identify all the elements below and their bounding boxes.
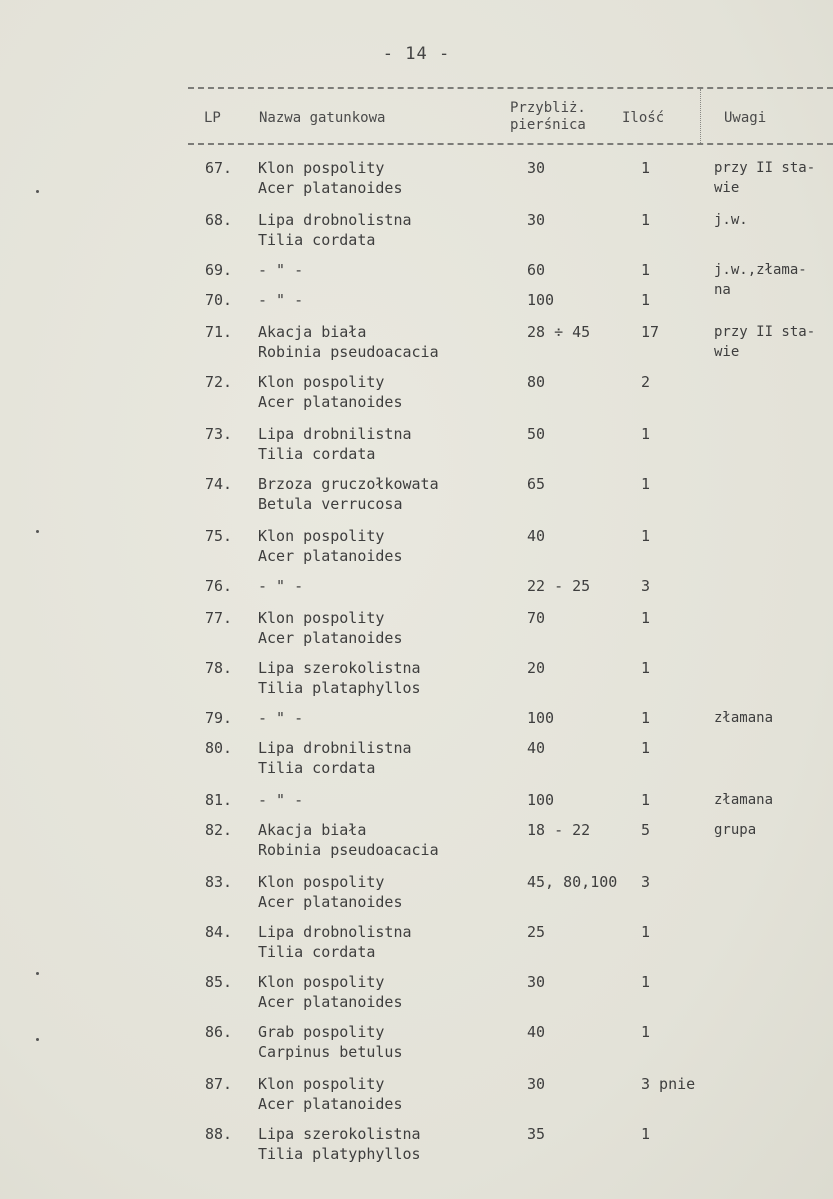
row-common-name: Lipa drobnolistna (258, 211, 412, 229)
row-diameter: 30 (527, 159, 546, 177)
row-species (258, 1022, 403, 1062)
row-diameter: 50 (527, 425, 546, 443)
row-latin-name: Acer platanoides (258, 893, 403, 911)
row-lp: 84. (205, 923, 233, 941)
row-quantity: 5 (641, 821, 651, 839)
row-lp: 85. (205, 973, 233, 991)
row-quantity: 1 (641, 709, 651, 727)
row-latin-name: Tilia cordata (258, 943, 376, 961)
row-lp: 77. (205, 609, 233, 627)
row-lp: 80. (205, 739, 233, 757)
row-common-name: - " - (258, 577, 304, 595)
row-quantity: 3 (641, 577, 651, 595)
row-lp: 71. (205, 323, 233, 341)
row-diameter: 20 (527, 659, 546, 677)
page-number: - 14 - (382, 44, 451, 64)
row-quantity: 2 (641, 373, 651, 391)
row-species (258, 922, 412, 962)
row-lp: 78. (205, 659, 233, 677)
row-common-name: Klon pospolity (258, 159, 385, 177)
row-lp: 81. (205, 791, 233, 809)
row-note-line: grupa (714, 822, 757, 838)
row-diameter: 35 (527, 1125, 546, 1143)
row-lp: 68. (205, 211, 233, 229)
row-latin-name: Tilia plataphyllos (258, 679, 421, 697)
row-diameter: 45, 80,100 (527, 873, 618, 891)
row-quantity: 1 (641, 1125, 651, 1143)
row-quantity: 1 (641, 973, 651, 991)
row-common-name: Klon pospolity (258, 1075, 385, 1093)
row-common-name: Lipa szerokolistna (258, 1125, 421, 1143)
row-diameter: 30 (527, 1075, 546, 1093)
row-diameter: 22 - 25 (527, 577, 591, 595)
row-diameter: 100 (527, 291, 555, 309)
row-diameter: 40 (527, 1023, 546, 1041)
row-lp: 86. (205, 1023, 233, 1041)
row-species (258, 820, 439, 860)
row-latin-name: Betula verrucosa (258, 495, 403, 513)
row-lp: 79. (205, 709, 233, 727)
row-species (258, 708, 303, 728)
row-species (258, 1124, 421, 1164)
row-note-line: wie (714, 344, 740, 360)
row-quantity: 1 (641, 291, 651, 309)
row-species (258, 372, 403, 412)
row-diameter: 100 (527, 709, 555, 727)
row-common-name: - " - (258, 261, 304, 279)
row-species (258, 290, 303, 310)
row-common-name: - " - (258, 791, 304, 809)
row-quantity: 1 (641, 425, 651, 443)
row-common-name: Klon pospolity (258, 873, 385, 891)
row-quantity: 1 (641, 1023, 651, 1041)
row-latin-name: Acer platanoides (258, 179, 403, 197)
row-latin-name: Acer platanoides (258, 393, 403, 411)
row-quantity: 1 (641, 159, 651, 177)
row-species (258, 210, 412, 250)
row-note-line: j.w.,złama- (714, 262, 807, 278)
row-note-line: na (714, 282, 731, 298)
row-common-name: Klon pospolity (258, 373, 385, 391)
row-latin-name: Robinia pseudoacacia (258, 343, 439, 361)
row-diameter: 40 (527, 739, 546, 757)
row-diameter: 65 (527, 475, 546, 493)
row-species (258, 790, 303, 810)
row-common-name: Lipa szerokolistna (258, 659, 421, 677)
row-diameter: 60 (527, 261, 546, 279)
row-lp: 76. (205, 577, 233, 595)
row-quantity: 1 (641, 475, 651, 493)
row-species (258, 1074, 403, 1114)
row-common-name: Klon pospolity (258, 973, 385, 991)
row-note-line: złamana (714, 710, 774, 726)
row-latin-name: Acer platanoides (258, 629, 403, 647)
row-latin-name: Robinia pseudoacacia (258, 841, 439, 859)
row-quantity: 1 (641, 791, 651, 809)
row-common-name: Brzoza gruczołkowata (258, 475, 439, 493)
margin-dot (36, 1038, 39, 1041)
row-diameter: 28 ÷ 45 (527, 323, 591, 341)
row-latin-name: Tilia cordata (258, 231, 376, 249)
row-quantity: 1 (641, 609, 651, 627)
header-notes: Uwagi (724, 110, 767, 126)
row-latin-name: Tilia platyphyllos (258, 1145, 421, 1163)
row-note-line: j.w. (714, 212, 748, 228)
row-note-line: przy II sta- (714, 324, 816, 340)
row-common-name: - " - (258, 709, 304, 727)
row-common-name: - " - (258, 291, 304, 309)
row-notes (714, 158, 815, 198)
row-quantity: 1 (641, 211, 651, 229)
row-note-line: przy II sta- (714, 160, 816, 176)
row-species (258, 872, 403, 912)
row-lp: 75. (205, 527, 233, 545)
row-lp: 67. (205, 159, 233, 177)
header-divider (700, 89, 701, 143)
row-notes (714, 322, 815, 362)
row-common-name: Lipa drobnilistna (258, 425, 412, 443)
row-species (258, 322, 439, 362)
row-latin-name: Acer platanoides (258, 547, 403, 565)
row-notes (714, 790, 773, 810)
row-common-name: Akacja biała (258, 323, 367, 341)
row-species (258, 972, 403, 1012)
row-lp: 88. (205, 1125, 233, 1143)
row-diameter: 25 (527, 923, 546, 941)
row-latin-name: Acer platanoides (258, 993, 403, 1011)
table-top-rule (188, 87, 833, 89)
row-quantity: 17 (641, 323, 660, 341)
row-quantity: 1 (641, 659, 651, 677)
row-quantity: 3 pnie (641, 1075, 696, 1093)
table-header-rule (188, 143, 833, 145)
header-qty: Ilość (622, 110, 665, 126)
row-notes (714, 210, 748, 230)
row-notes (714, 820, 756, 840)
row-note-line: wie (714, 180, 740, 196)
row-diameter: 40 (527, 527, 546, 545)
row-quantity: 3 (641, 873, 651, 891)
header-size-line2: pierśnica (510, 117, 586, 133)
margin-dot (36, 190, 39, 193)
row-lp: 69. (205, 261, 233, 279)
row-quantity: 1 (641, 527, 651, 545)
row-common-name: Klon pospolity (258, 609, 385, 627)
row-diameter: 30 (527, 973, 546, 991)
row-common-name: Lipa drobnilistna (258, 739, 412, 757)
row-latin-name: Tilia cordata (258, 445, 376, 463)
row-species (258, 608, 403, 648)
row-lp: 83. (205, 873, 233, 891)
row-common-name: Akacja biała (258, 821, 367, 839)
row-species (258, 260, 303, 280)
row-diameter: 30 (527, 211, 546, 229)
header-size-line1: Przybliż. (510, 100, 586, 116)
row-diameter: 70 (527, 609, 546, 627)
row-quantity: 1 (641, 923, 651, 941)
row-lp: 82. (205, 821, 233, 839)
row-diameter: 100 (527, 791, 555, 809)
margin-dot (36, 972, 39, 975)
row-species (258, 526, 403, 566)
row-latin-name: Carpinus betulus (258, 1043, 403, 1061)
header-size (510, 100, 586, 134)
row-lp: 87. (205, 1075, 233, 1093)
row-species (258, 738, 412, 778)
row-notes (714, 260, 807, 300)
row-lp: 70. (205, 291, 233, 309)
row-species (258, 576, 303, 596)
row-latin-name: Tilia cordata (258, 759, 376, 777)
row-common-name: Lipa drobnolistna (258, 923, 412, 941)
row-notes (714, 708, 773, 728)
row-quantity: 1 (641, 739, 651, 757)
row-species (258, 474, 439, 514)
row-species (258, 158, 403, 198)
row-lp: 73. (205, 425, 233, 443)
row-lp: 72. (205, 373, 233, 391)
row-latin-name: Acer platanoides (258, 1095, 403, 1113)
row-species (258, 658, 421, 698)
row-quantity: 1 (641, 261, 651, 279)
row-common-name: Klon pospolity (258, 527, 385, 545)
row-diameter: 18 - 22 (527, 821, 591, 839)
header-name: Nazwa gatunkowa (259, 110, 386, 126)
row-note-line: złamana (714, 792, 774, 808)
header-lp: LP (204, 110, 221, 126)
row-species (258, 424, 412, 464)
row-common-name: Grab pospolity (258, 1023, 385, 1041)
row-lp: 74. (205, 475, 233, 493)
row-diameter: 80 (527, 373, 546, 391)
margin-dot (36, 530, 39, 533)
